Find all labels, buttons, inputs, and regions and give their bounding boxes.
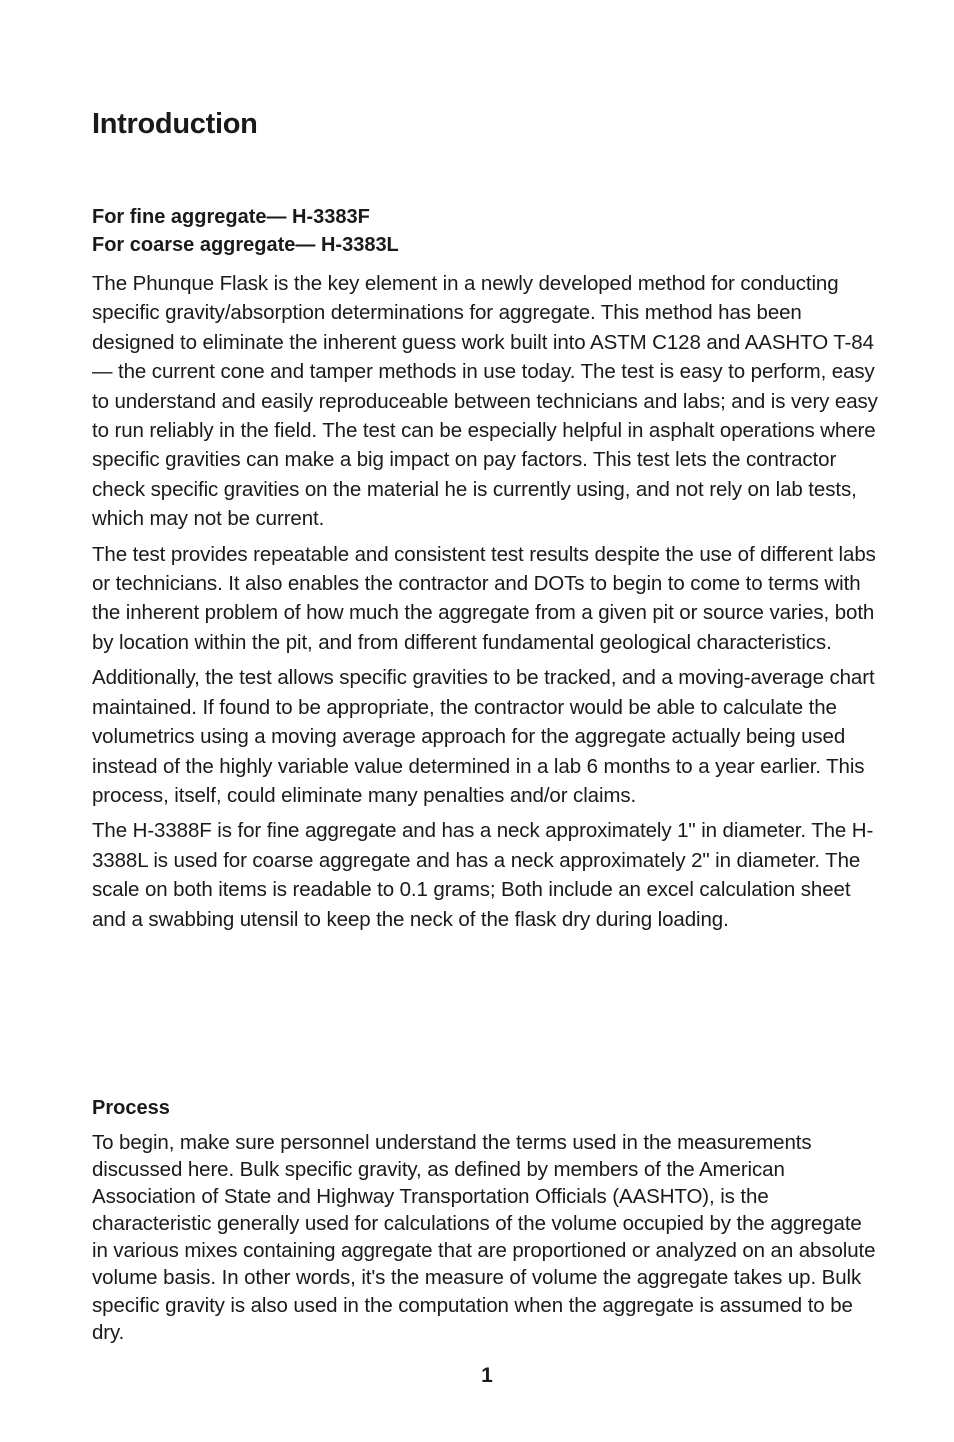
introduction-body [92, 269, 882, 940]
intro-paragraph: The H-3388F is for fine aggregate and has a neck approximately 1" in diameter. The H-3388L is used for coarse aggregate and has a neck approximately 2" in diameter. The scale on both items is readable to 0.1 grams; Both include an excel calculation sheet and a swabbing utensil to keep the neck of the flask dry during loading. [92, 819, 874, 931]
intro-paragraph: Additionally, the test allows specific gravities to be tracked, and a moving-average chart maintained. If found to be appropriate, the contractor would be able to calculate the volumetrics using a moving average approach for the aggregate actually being used instead of the highly variable value determined in a lab 6 months to a year earlier. This process, itself, could eliminate many penalties and/or claims. [92, 666, 875, 807]
process-body [92, 1129, 882, 1352]
page-number: 1 [481, 1364, 493, 1387]
product-subtitles [92, 203, 882, 259]
process-paragraph: To begin, make sure personnel understand the terms used in the measurements discussed here. Bulk specific gravity, as defined by members of the American Association of State and Highway Transportation Officials (AASHTO), is the characteristic generally used for calculations of the volume occupied by the aggregate in various mixes containing aggregate that are proportioned or analyzed on an absolute volume basis. In other words, it's the measure of volume the aggregate takes up. Bulk specific gravity is also used in the computation when the aggregate is assumed to be dry. [92, 1131, 876, 1344]
coarse-aggregate-subtitle: For coarse aggregate— H-3383L [92, 234, 399, 256]
intro-paragraph: The Phunque Flask is the key element in a newly developed method for conducting specific gravity/absorption determinations for aggregate. This method has been designed to eliminate the inherent guess work built into ASTM C128 and AASHTO T-84— the current cone and tamper methods in use today. The test is easy to perform, easy to understand and easily reproduceable between technicians and labs; and is very easy to run reliably in the field. The test can be especially helpful in asphalt operations where specific gravities can make a big impact on pay factors. This test lets the contractor check specific gravities on the material he is currently using, and not rely on lab tests, which may not be current. [92, 272, 878, 531]
fine-aggregate-subtitle: For fine aggregate— H-3383F [92, 206, 370, 228]
process-heading: Process [92, 1097, 170, 1119]
page-title: Introduction [92, 108, 258, 140]
intro-paragraph: The test provides repeatable and consistent test results despite the use of different labs or technicians. It also enables the contractor and DOTs to begin to come to terms with the inherent problem of how much the aggregate from a given pit or source varies, both by location within the pit, and from different fundamental geological characteristics. [92, 542, 876, 654]
